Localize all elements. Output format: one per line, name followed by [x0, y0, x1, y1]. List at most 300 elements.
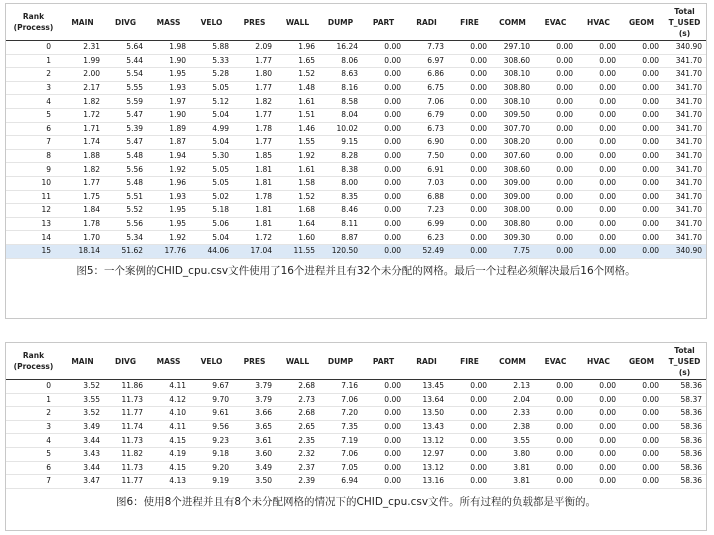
- column-header: Total T_USED (s): [663, 4, 706, 41]
- table-cell: 0.00: [448, 407, 491, 421]
- table-cell: 0.00: [577, 204, 620, 218]
- table-cell: 2.04: [491, 393, 534, 407]
- column-header: GEOM: [620, 343, 663, 380]
- table-cell: 13.12: [405, 434, 448, 448]
- table-cell: 0.00: [448, 68, 491, 82]
- figure-5: [5, 3, 707, 319]
- table-cell: 6.86: [405, 68, 448, 82]
- column-header: Rank (Process): [6, 343, 61, 380]
- table-cell: 3.55: [61, 393, 104, 407]
- column-header: MAIN: [61, 343, 104, 380]
- table-cell: 1.68: [276, 204, 319, 218]
- table-cell: 5.18: [190, 204, 233, 218]
- table-cell: 5.05: [190, 176, 233, 190]
- table-cell: 0.00: [362, 380, 405, 394]
- table-cell: 0.00: [448, 231, 491, 245]
- table-cell: 297.10: [491, 41, 534, 55]
- table-cell: 1.94: [147, 149, 190, 163]
- table-cell: 309.00: [491, 190, 534, 204]
- table-cell: 1.78: [233, 122, 276, 136]
- column-header: HVAC: [577, 4, 620, 41]
- table-cell: 0.00: [577, 190, 620, 204]
- table-cell: 0.00: [620, 176, 663, 190]
- table-cell: 0.00: [448, 461, 491, 475]
- table-cell: 8.28: [319, 149, 362, 163]
- table-cell: 7.05: [319, 461, 362, 475]
- table-cell: 9.20: [190, 461, 233, 475]
- table-cell: 8.16: [319, 81, 362, 95]
- table-cell: 0.00: [362, 68, 405, 82]
- table-cell: 1.84: [61, 204, 104, 218]
- table-cell: 3.49: [61, 420, 104, 434]
- table-cell: 308.10: [491, 95, 534, 109]
- table-cell: 7.06: [405, 95, 448, 109]
- table-cell: 0.00: [362, 217, 405, 231]
- table-cell: 0.00: [362, 108, 405, 122]
- table-cell: 1.81: [233, 163, 276, 177]
- table-cell: 1.71: [61, 122, 104, 136]
- column-header: PART: [362, 343, 405, 380]
- table-cell: 58.36: [663, 380, 706, 394]
- table-cell: 5.04: [190, 231, 233, 245]
- table-cell: 1.89: [147, 122, 190, 136]
- table-cell: 6.88: [405, 190, 448, 204]
- table-cell: 0.00: [448, 447, 491, 461]
- table-cell: 0.00: [534, 108, 577, 122]
- column-header: PRES: [233, 4, 276, 41]
- rank-cell: 12: [6, 204, 61, 218]
- rank-cell: 1: [6, 54, 61, 68]
- column-header: PRES: [233, 343, 276, 380]
- table-cell: 0.00: [620, 41, 663, 55]
- table-row: [6, 204, 706, 218]
- table-row: [6, 95, 706, 109]
- column-header: RADI: [405, 4, 448, 41]
- table-cell: 341.70: [663, 81, 706, 95]
- table-cell: 5.59: [104, 95, 147, 109]
- table-cell: 0.00: [577, 380, 620, 394]
- table-cell: 6.90: [405, 136, 448, 150]
- table-cell: 0.00: [534, 393, 577, 407]
- table-cell: 0.00: [534, 41, 577, 55]
- table-cell: 4.11: [147, 380, 190, 394]
- table-cell: 1.95: [147, 68, 190, 82]
- table-cell: 0.00: [534, 136, 577, 150]
- table-cell: 5.12: [190, 95, 233, 109]
- table-cell: 1.92: [147, 163, 190, 177]
- column-header: MASS: [147, 343, 190, 380]
- table-cell: 44.06: [190, 244, 233, 258]
- table-cell: 0.00: [577, 108, 620, 122]
- column-header: DUMP: [319, 343, 362, 380]
- table-cell: 308.80: [491, 81, 534, 95]
- table-cell: 0.00: [534, 54, 577, 68]
- table-cell: 7.75: [491, 244, 534, 258]
- table-cell: 1.72: [61, 108, 104, 122]
- table-row: [6, 68, 706, 82]
- table-cell: 4.11: [147, 420, 190, 434]
- rank-cell: 13: [6, 217, 61, 231]
- table-cell: 0.00: [448, 95, 491, 109]
- table-cell: 13.64: [405, 393, 448, 407]
- table-cell: 0.00: [534, 190, 577, 204]
- table-cell: 8.87: [319, 231, 362, 245]
- table-cell: 309.50: [491, 108, 534, 122]
- table-cell: 0.00: [534, 176, 577, 190]
- table-row: [6, 122, 706, 136]
- table-cell: 5.30: [190, 149, 233, 163]
- table-row: [6, 108, 706, 122]
- table-cell: 0.00: [620, 108, 663, 122]
- table-cell: 11.73: [104, 461, 147, 475]
- table-cell: 0.00: [577, 136, 620, 150]
- table-cell: 5.05: [190, 163, 233, 177]
- rank-cell: 3: [6, 420, 61, 434]
- table-cell: 9.70: [190, 393, 233, 407]
- table-row: [6, 407, 706, 421]
- table-cell: 1.74: [61, 136, 104, 150]
- table-cell: 6.97: [405, 54, 448, 68]
- table-cell: 5.47: [104, 136, 147, 150]
- table-cell: 11.77: [104, 407, 147, 421]
- table-cell: 6.99: [405, 217, 448, 231]
- column-header: HVAC: [577, 343, 620, 380]
- table-cell: 0.00: [620, 407, 663, 421]
- table-cell: 0.00: [620, 122, 663, 136]
- table-cell: 3.79: [233, 393, 276, 407]
- table-cell: 341.70: [663, 54, 706, 68]
- table-cell: 341.70: [663, 190, 706, 204]
- table-cell: 4.15: [147, 461, 190, 475]
- table-cell: 2.17: [61, 81, 104, 95]
- table-cell: 0.00: [577, 68, 620, 82]
- table-row: [6, 54, 706, 68]
- table-cell: 341.70: [663, 95, 706, 109]
- table-cell: 1.93: [147, 81, 190, 95]
- table-cell: 0.00: [534, 380, 577, 394]
- table-cell: 5.39: [104, 122, 147, 136]
- table-cell: 7.20: [319, 407, 362, 421]
- table-cell: 1.55: [276, 136, 319, 150]
- rank-cell: 0: [6, 41, 61, 55]
- table-cell: 341.70: [663, 204, 706, 218]
- table-cell: 6.75: [405, 81, 448, 95]
- table-cell: 0.00: [577, 54, 620, 68]
- table-cell: 4.19: [147, 447, 190, 461]
- table-cell: 0.00: [620, 190, 663, 204]
- table-cell: 2.68: [276, 380, 319, 394]
- table-cell: 0.00: [620, 136, 663, 150]
- table-cell: 0.00: [620, 231, 663, 245]
- table-cell: 0.00: [620, 95, 663, 109]
- table-cell: 13.45: [405, 380, 448, 394]
- table-cell: 2.13: [491, 380, 534, 394]
- table-cell: 0.00: [362, 41, 405, 55]
- column-header: DIVG: [104, 343, 147, 380]
- table-cell: 0.00: [448, 136, 491, 150]
- table-cell: 0.00: [620, 380, 663, 394]
- table-cell: 340.90: [663, 41, 706, 55]
- table-cell: 1.75: [61, 190, 104, 204]
- table-cell: 5.48: [104, 149, 147, 163]
- table-cell: 0.00: [534, 68, 577, 82]
- table-cell: 0.00: [362, 122, 405, 136]
- table-cell: 1.95: [147, 217, 190, 231]
- table-cell: 0.00: [362, 393, 405, 407]
- table-cell: 9.61: [190, 407, 233, 421]
- table-row: [6, 420, 706, 434]
- table-cell: 0.00: [362, 190, 405, 204]
- table-cell: 0.00: [577, 176, 620, 190]
- table-cell: 5.05: [190, 81, 233, 95]
- table-cell: 7.50: [405, 149, 448, 163]
- table-cell: 2.68: [276, 407, 319, 421]
- table-cell: 0.00: [362, 176, 405, 190]
- column-header: WALL: [276, 343, 319, 380]
- table-cell: 1.60: [276, 231, 319, 245]
- table-cell: 7.19: [319, 434, 362, 448]
- table-cell: 0.00: [448, 190, 491, 204]
- table-cell: 0.00: [534, 149, 577, 163]
- table-row: [6, 244, 706, 258]
- table-row: [6, 231, 706, 245]
- table-cell: 3.52: [61, 380, 104, 394]
- table-cell: 0.00: [534, 447, 577, 461]
- table-cell: 1.82: [233, 95, 276, 109]
- table-cell: 0.00: [620, 434, 663, 448]
- table-cell: 2.73: [276, 393, 319, 407]
- table-cell: 6.73: [405, 122, 448, 136]
- table-cell: 0.00: [577, 41, 620, 55]
- column-header: Total T_USED (s): [663, 343, 706, 380]
- column-header: COMM: [491, 343, 534, 380]
- table-cell: 58.36: [663, 434, 706, 448]
- table-cell: 308.10: [491, 68, 534, 82]
- table-cell: 4.10: [147, 407, 190, 421]
- table-cell: 11.77: [104, 475, 147, 489]
- table-cell: 3.49: [233, 461, 276, 475]
- table-row: [6, 81, 706, 95]
- table-cell: 0.00: [577, 231, 620, 245]
- table-cell: 2.39: [276, 475, 319, 489]
- column-header: MASS: [147, 4, 190, 41]
- table-cell: 0.00: [362, 407, 405, 421]
- table-cell: 5.34: [104, 231, 147, 245]
- table-cell: 5.02: [190, 190, 233, 204]
- table-cell: 1.95: [147, 204, 190, 218]
- column-header: DUMP: [319, 4, 362, 41]
- table-cell: 3.80: [491, 447, 534, 461]
- table-cell: 3.79: [233, 380, 276, 394]
- table-row: [6, 461, 706, 475]
- table-cell: 2.37: [276, 461, 319, 475]
- table-cell: 0.00: [362, 434, 405, 448]
- table-cell: 5.06: [190, 217, 233, 231]
- table-cell: 9.19: [190, 475, 233, 489]
- table-cell: 0.00: [448, 149, 491, 163]
- table-cell: 307.70: [491, 122, 534, 136]
- table-cell: 1.81: [233, 204, 276, 218]
- table-cell: 11.55: [276, 244, 319, 258]
- column-header: DIVG: [104, 4, 147, 41]
- table-cell: 3.61: [233, 434, 276, 448]
- table-cell: 52.49: [405, 244, 448, 258]
- table-cell: 1.52: [276, 190, 319, 204]
- figure-6-caption: 图6：使用8个进程并且有8个未分配网格的情况下的CHID_cpu.csv文件。所有过程的负载都是平衡的。: [115, 495, 597, 508]
- table-cell: 1.93: [147, 190, 190, 204]
- table-cell: 5.44: [104, 54, 147, 68]
- table-cell: 1.98: [147, 41, 190, 55]
- table-row: [6, 447, 706, 461]
- table-cell: 1.82: [61, 163, 104, 177]
- table-cell: 11.73: [104, 434, 147, 448]
- table-cell: 1.77: [233, 81, 276, 95]
- table-cell: 308.60: [491, 163, 534, 177]
- table-cell: 5.28: [190, 68, 233, 82]
- table-cell: 8.38: [319, 163, 362, 177]
- table-cell: 2.09: [233, 41, 276, 55]
- column-header: PART: [362, 4, 405, 41]
- table-cell: 1.82: [61, 95, 104, 109]
- rank-cell: 6: [6, 461, 61, 475]
- cpu-table-16-processes: [6, 4, 706, 259]
- table-cell: 0.00: [620, 149, 663, 163]
- table-cell: 8.35: [319, 190, 362, 204]
- table-cell: 3.81: [491, 475, 534, 489]
- table-cell: 58.36: [663, 447, 706, 461]
- table-cell: 4.13: [147, 475, 190, 489]
- table-cell: 0.00: [577, 149, 620, 163]
- table-cell: 341.70: [663, 231, 706, 245]
- table-cell: 0.00: [362, 475, 405, 489]
- table-cell: 5.64: [104, 41, 147, 55]
- table-cell: 0.00: [448, 420, 491, 434]
- table-cell: 5.56: [104, 163, 147, 177]
- table-cell: 6.79: [405, 108, 448, 122]
- table-cell: 0.00: [577, 163, 620, 177]
- table-cell: 0.00: [577, 95, 620, 109]
- table-cell: 1.81: [233, 176, 276, 190]
- table-cell: 13.43: [405, 420, 448, 434]
- table-row: [6, 163, 706, 177]
- figure-6: [5, 342, 707, 531]
- table-cell: 0.00: [534, 217, 577, 231]
- table-cell: 1.92: [276, 149, 319, 163]
- table-cell: 1.80: [233, 68, 276, 82]
- table-cell: 0.00: [620, 217, 663, 231]
- table-cell: 0.00: [448, 434, 491, 448]
- table-cell: 5.56: [104, 217, 147, 231]
- table-cell: 1.90: [147, 108, 190, 122]
- table-cell: 1.85: [233, 149, 276, 163]
- table-cell: 8.46: [319, 204, 362, 218]
- table-cell: 3.60: [233, 447, 276, 461]
- table-row: [6, 380, 706, 394]
- table-cell: 3.44: [61, 434, 104, 448]
- table-cell: 5.51: [104, 190, 147, 204]
- rank-cell: 4: [6, 434, 61, 448]
- table-cell: 9.56: [190, 420, 233, 434]
- table-cell: 1.78: [61, 217, 104, 231]
- table-cell: 0.00: [362, 461, 405, 475]
- table-cell: 0.00: [362, 163, 405, 177]
- table-cell: 0.00: [362, 54, 405, 68]
- column-header: EVAC: [534, 343, 577, 380]
- rank-cell: 7: [6, 136, 61, 150]
- column-header: FIRE: [448, 4, 491, 41]
- table-cell: 1.77: [233, 108, 276, 122]
- table-cell: 0.00: [362, 420, 405, 434]
- table-cell: 0.00: [534, 95, 577, 109]
- table-cell: 4.15: [147, 434, 190, 448]
- rank-cell: 2: [6, 68, 61, 82]
- table-cell: 58.36: [663, 420, 706, 434]
- table-cell: 1.61: [276, 163, 319, 177]
- table-cell: 4.12: [147, 393, 190, 407]
- table-row: [6, 434, 706, 448]
- table-cell: 0.00: [448, 176, 491, 190]
- table-cell: 120.50: [319, 244, 362, 258]
- table-cell: 2.65: [276, 420, 319, 434]
- table-cell: 341.70: [663, 217, 706, 231]
- table-cell: 1.70: [61, 231, 104, 245]
- table-row: [6, 41, 706, 55]
- table-cell: 58.36: [663, 461, 706, 475]
- table-cell: 0.00: [448, 217, 491, 231]
- table-cell: 0.00: [534, 231, 577, 245]
- table-cell: 58.36: [663, 475, 706, 489]
- table-cell: 0.00: [620, 204, 663, 218]
- rank-cell: 9: [6, 163, 61, 177]
- table-cell: 0.00: [577, 122, 620, 136]
- column-header: Rank (Process): [6, 4, 61, 41]
- table-cell: 2.38: [491, 420, 534, 434]
- rank-cell: 5: [6, 108, 61, 122]
- table-cell: 3.65: [233, 420, 276, 434]
- table-cell: 0.00: [577, 81, 620, 95]
- table-row: [6, 217, 706, 231]
- table-cell: 11.82: [104, 447, 147, 461]
- table-cell: 3.55: [491, 434, 534, 448]
- table-cell: 1.97: [147, 95, 190, 109]
- table-cell: 341.70: [663, 122, 706, 136]
- rank-cell: 15: [6, 244, 61, 258]
- table-cell: 1.64: [276, 217, 319, 231]
- table-cell: 341.70: [663, 68, 706, 82]
- table-cell: 0.00: [362, 244, 405, 258]
- column-header: FIRE: [448, 343, 491, 380]
- table-cell: 10.02: [319, 122, 362, 136]
- table-cell: 13.16: [405, 475, 448, 489]
- table-cell: 0.00: [577, 407, 620, 421]
- table-cell: 0.00: [577, 447, 620, 461]
- table-cell: 13.12: [405, 461, 448, 475]
- table-cell: 7.06: [319, 393, 362, 407]
- rank-cell: 6: [6, 122, 61, 136]
- table-row: [6, 176, 706, 190]
- table-cell: 7.73: [405, 41, 448, 55]
- table-cell: 0.00: [448, 41, 491, 55]
- table-cell: 3.43: [61, 447, 104, 461]
- table-cell: 17.04: [233, 244, 276, 258]
- table-row: [6, 393, 706, 407]
- table-cell: 7.35: [319, 420, 362, 434]
- rank-cell: 0: [6, 380, 61, 394]
- table-cell: 0.00: [534, 407, 577, 421]
- table-cell: 341.70: [663, 163, 706, 177]
- table-cell: 3.44: [61, 461, 104, 475]
- table-cell: 18.14: [61, 244, 104, 258]
